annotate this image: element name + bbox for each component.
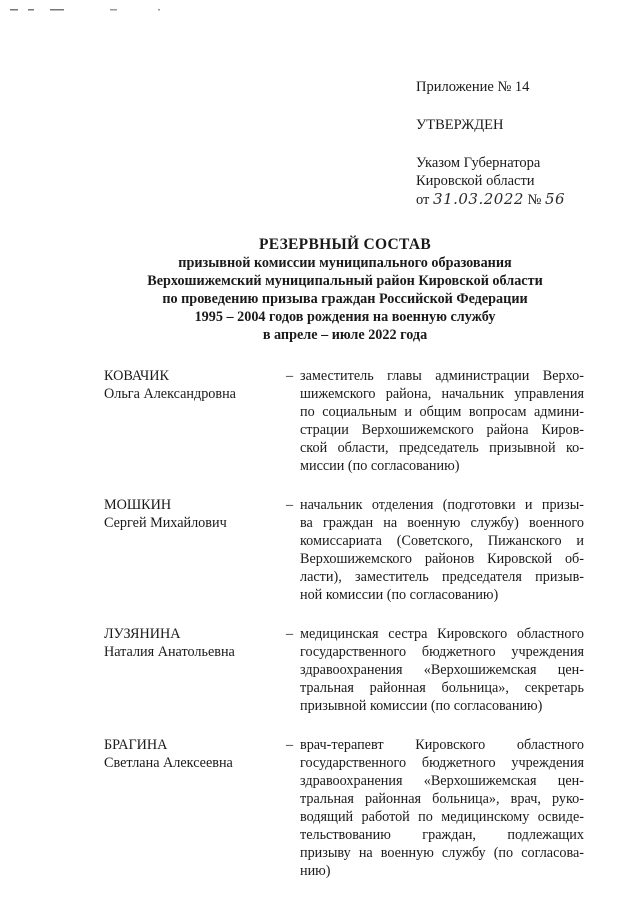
document-title [110,236,580,344]
position-line: государственного бюджетного учреждения [300,755,584,771]
handwritten-date: 31.03.2022 [433,190,524,208]
position-line: ва граждан на военную службу) военного [300,515,584,531]
title-line-3: по проведению призыва граждан Российской Федерации [162,291,528,307]
member-surname: МОШКИН [104,497,172,513]
approval-block [416,78,616,209]
member-item [104,625,584,715]
number-sign: № [527,192,542,208]
position-line: комиссариата (Советского, Пижанского и [300,533,584,549]
member-dash: – [286,737,294,753]
position-line: тральная районная больница», врач, руко- [300,791,584,807]
member-position [300,367,584,475]
position-line: Верхошижемского районов Кировской об- [300,551,584,567]
member-item [104,736,584,880]
member-name [104,625,286,715]
position-line: здравоохранения «Верхошижемская цен- [300,773,584,789]
member-position [300,625,584,715]
member-given-name: Светлана Алексеевна [104,755,233,771]
position-line: врач-терапевт Кировского областного [300,737,584,753]
appendix-number: Приложение № 14 [416,79,530,95]
member-name [104,736,286,880]
approved-label: УТВЕРЖДЕН [416,117,504,133]
member-dash: – [286,368,294,384]
position-line: призыву на военную службу (по согласова- [300,845,584,861]
position-line: призывной комиссии (по согласованию) [300,698,543,714]
decree-line-2: Кировской области [416,173,535,189]
members-list [104,367,584,901]
position-line: ной комиссии (по согласованию) [300,587,499,603]
position-line: миссии (по согласованию) [300,458,460,474]
member-item [104,496,584,604]
decree-date-line [416,190,616,209]
member-given-name: Наталия Анатольевна [104,644,235,660]
title-line-1: призывной комиссии муниципального образования [178,255,512,271]
position-line: здравоохранения «Верхошижемская цен- [300,662,584,678]
scan-artifact [10,8,160,12]
position-line: медицинская сестра Кировского областного [300,626,584,642]
decree-line-1: Указом Губернатора [416,155,541,171]
position-line: нию) [300,863,331,879]
position-line: ской области, председатель призывной ко- [300,440,584,456]
member-name [104,367,286,475]
handwritten-number: 56 [545,190,566,208]
position-line: ласти), заместитель председателя призыв- [300,569,584,585]
member-item [104,367,584,475]
member-name [104,496,286,604]
position-line: начальник отделения (подготовки и призы- [300,497,584,513]
member-position [300,736,584,880]
member-dash: – [286,626,294,642]
member-surname: БРАГИНА [104,737,168,753]
position-line: водящий работой по медицинскому освиде- [300,809,584,825]
member-surname: КОВАЧИК [104,368,169,384]
title-line-4: 1995 – 2004 годов рождения на военную службу [194,309,496,325]
title-line-5: в апреле – июле 2022 года [262,327,428,343]
position-line: тельствованию граждан, подлежащих [300,827,584,843]
member-given-name: Сергей Михайлович [104,515,227,531]
member-dash: – [286,497,294,513]
position-line: шижемского района, начальник управления [300,386,584,402]
title-main: РЕЗЕРВНЫЙ СОСТАВ [258,236,432,253]
member-given-name: Ольга Александровна [104,386,236,402]
position-line: заместитель главы администрации Верхо- [300,368,584,384]
title-line-2: Верхошижемский муниципальный район Кировской области [147,273,543,289]
position-line: государственного бюджетного учреждения [300,644,584,660]
position-line: по социальным и общим вопросам админи- [300,404,584,420]
position-line: страции Верхошижемского района Киров- [300,422,584,438]
member-position [300,496,584,604]
position-line: тральная районная больница», секретарь [300,680,584,696]
member-surname: ЛУЗЯНИНА [104,626,181,642]
date-prefix: от [416,192,430,208]
